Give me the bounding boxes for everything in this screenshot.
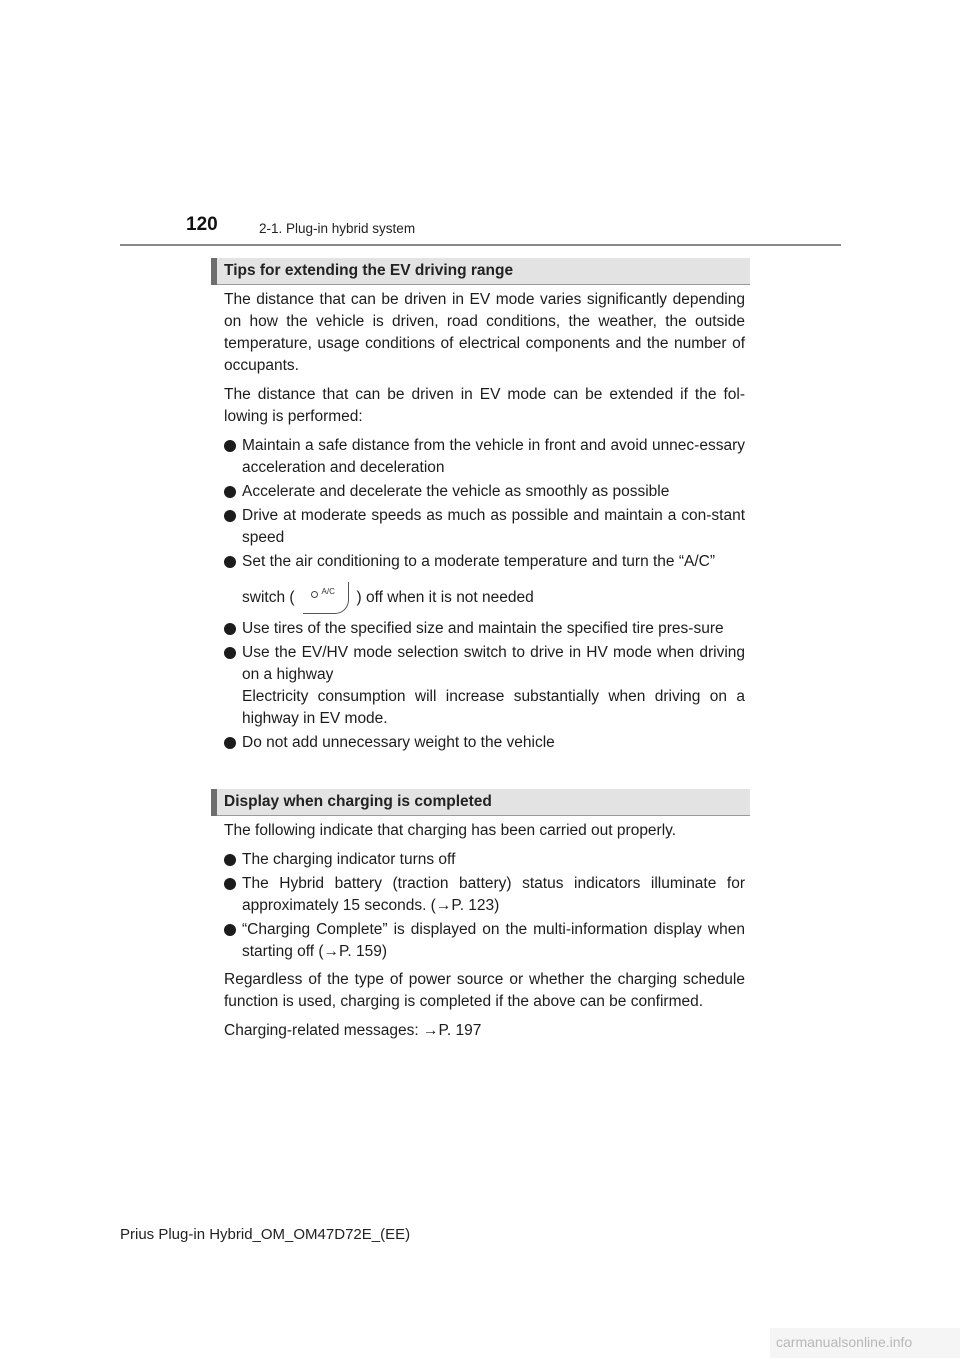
section-label: 2-1. Plug-in hybrid system [259, 221, 416, 236]
ac-led-icon [311, 591, 318, 598]
tips-list [224, 435, 745, 754]
bullet-icon [224, 924, 236, 936]
list-item [224, 505, 745, 549]
bullet-icon [224, 510, 236, 522]
heading-title: Display when charging is completed [224, 793, 492, 810]
bullet-icon [224, 737, 236, 749]
list-item [224, 618, 745, 640]
bullet-icon [224, 440, 236, 452]
ac-switch-line [242, 580, 745, 616]
heading-accent [211, 789, 217, 816]
list-item [224, 919, 745, 963]
ac-switch-label: A/C [321, 586, 335, 596]
list-item [224, 481, 745, 503]
ac-switch-icon [303, 582, 349, 614]
heading-accent [211, 258, 217, 285]
list-item [224, 435, 745, 479]
bullet-icon [224, 623, 236, 635]
heading-bar-charging-complete [211, 789, 750, 816]
list-item-text: The Hybrid battery (traction battery) status indicators illuminate for approximately 15 seconds. (→P. 123) [242, 875, 745, 914]
bullet-icon [224, 647, 236, 659]
list-item [224, 873, 745, 917]
list-item [224, 551, 745, 616]
ac-suffix: ) off when it is not needed [356, 589, 534, 606]
footer-manual-id: Prius Plug-in Hybrid_OM_OM47D72E_(EE) [120, 1226, 411, 1243]
list-item [224, 642, 745, 730]
bullet-icon [224, 556, 236, 568]
paragraph: The following indicate that charging has been carried out properly. [224, 822, 677, 839]
paragraph: The distance that can be driven in EV mode can be extended if the fol-lowing is performed: [224, 386, 745, 425]
list-item-text: Use tires of the specified size and maintain the specified tire pres-sure [242, 620, 724, 637]
section-charging-body [224, 820, 745, 1049]
list-item-text: Accelerate and decelerate the vehicle as smoothly as possible [242, 483, 670, 500]
list-item [224, 732, 745, 754]
list-item-text: Maintain a safe distance from the vehicle in front and avoid unnec-essary acceleration and deceleration [242, 437, 745, 476]
list-item [224, 849, 745, 871]
list-item-text: Drive at moderate speeds as much as possible and maintain a con-stant speed [242, 507, 745, 546]
list-item-text: Do not add unnecessary weight to the vehicle [242, 734, 555, 751]
bullet-icon [224, 854, 236, 866]
bullet-icon [224, 878, 236, 890]
charging-list [224, 849, 745, 963]
paragraph: Regardless of the type of power source or whether the charging schedule function is used, charging is completed if the above can be confirmed. [224, 971, 745, 1010]
list-item-text: Use the EV/HV mode selection switch to drive in HV mode when driving on a highway [242, 644, 745, 683]
section-ev-range-body [224, 289, 745, 756]
watermark: carmanualsonline.info [776, 1334, 913, 1350]
list-item-text: The charging indicator turns off [242, 851, 456, 868]
list-item-text: Set the air conditioning to a moderate temperature and turn the “A/C” [242, 553, 716, 570]
heading-title: Tips for extending the EV driving range [224, 262, 514, 279]
header-rule [120, 244, 841, 246]
list-item-text: “Charging Complete” is displayed on the multi-information display when starting off (→P. 159) [242, 921, 745, 960]
ac-prefix: switch ( [242, 589, 295, 606]
highway-note: Electricity consumption will increase substantially when driving on a highway in EV mode. [242, 688, 745, 727]
bullet-icon [224, 486, 236, 498]
paragraph: The distance that can be driven in EV mode varies significantly depending on how the vehicle is driven, road conditions, the weather, the outside temperature, usage conditions of electrical components and the number of occupants. [224, 291, 745, 374]
page-number: 120 [186, 214, 218, 235]
heading-bar-ev-range [211, 258, 750, 285]
paragraph: Charging-related messages: →P. 197 [224, 1022, 482, 1039]
